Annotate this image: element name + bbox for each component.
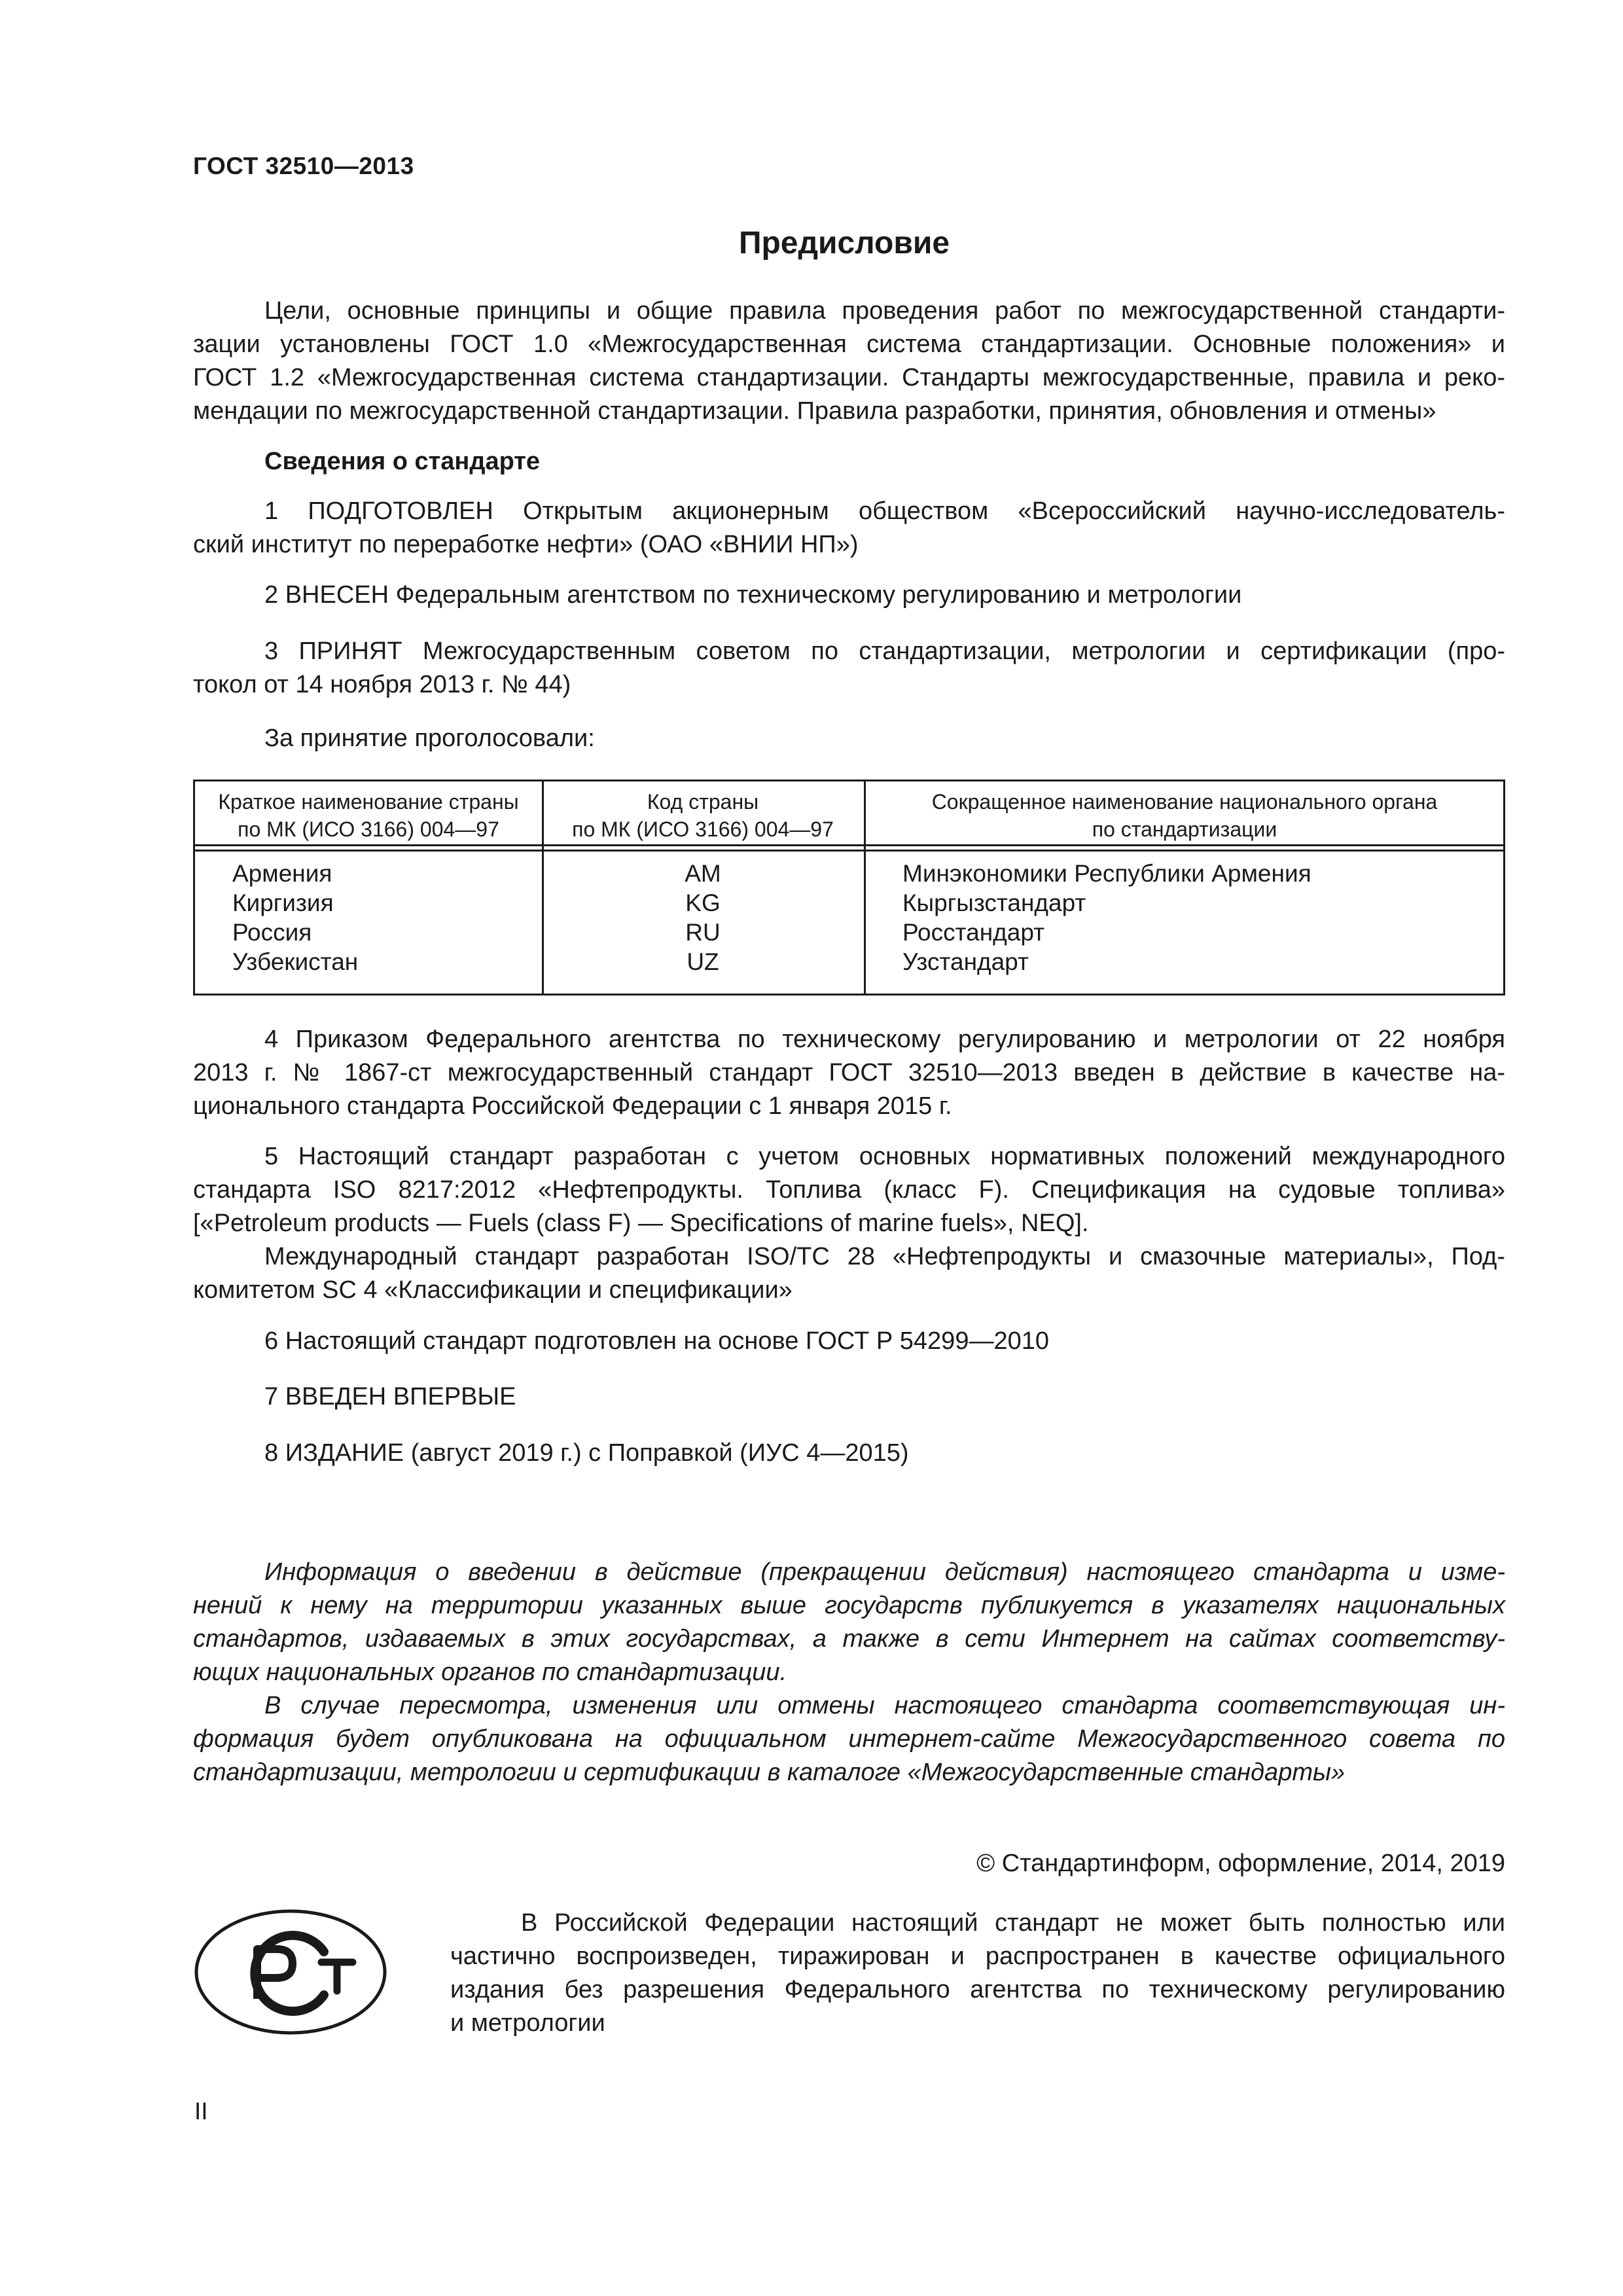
item-3 — [193, 635, 1505, 702]
info-2-line-3: стандартизации, метрологии и сертификации в каталоге «Межгосударственные стандарты» — [193, 1759, 1346, 1786]
vote-caption — [193, 722, 1505, 755]
item-1-line-2: ский институт по переработке нефти» (ОАО «ВНИИ НП») — [193, 531, 859, 558]
page-title: Предисловие — [738, 226, 950, 260]
item-5b-line-1: Международный стандарт разработан ISO/TC 28 «Нефтепродукты и смазочные материалы», Под- — [264, 1243, 1505, 1270]
voting-table — [193, 780, 1505, 996]
item-4-line-2: 2013 г. № 1867-ст межгосударственный стандарт ГОСТ 32510—2013 введен в действие в качестве на- — [193, 1059, 1505, 1086]
item-6-line-1: 6 Настоящий стандарт подготовлен на основе ГОСТ Р 54299—2010 — [264, 1327, 1049, 1355]
item-2 — [193, 579, 1505, 612]
item-7 — [193, 1380, 1505, 1414]
table-column-codes — [542, 859, 864, 977]
item-5-line-1: 5 Настоящий стандарт разработан с учетом основных нормативных положений международного — [264, 1143, 1505, 1170]
rights-line-3: издания без разрешения Федерального агентства по техническому регулированию — [450, 1976, 1505, 2003]
intro-paragraph — [193, 295, 1505, 428]
item-8-line-1: 8 ИЗДАНИЕ (август 2019 г.) с Поправкой (ИУС 4—2015) — [264, 1439, 909, 1467]
rights-notice — [450, 1907, 1505, 2040]
item-5 — [193, 1140, 1505, 1307]
page-number: II — [194, 2098, 208, 2125]
table-cell-body: Узстандарт — [902, 948, 1029, 975]
table-header-body-line-2: по стандартизации — [1092, 817, 1277, 841]
info-1-line-3: стандартов, издаваемых в этих государствах, а также в сети Интернет на сайтах соответству- — [193, 1625, 1505, 1653]
item-4-line-1: 4 Приказом Федерального агентства по техническому регулированию и метрологии от 22 ноября — [264, 1026, 1505, 1053]
table-header-code-line-2: по МК (ИСО 3166) 004—97 — [572, 817, 834, 841]
table-header-country-line-1: Краткое наименование страны — [218, 790, 519, 814]
info-1-line-1: Информация о введении в действие (прекращении действия) настоящего стандарта и изме- — [264, 1558, 1505, 1586]
vote-caption-text: За принятие проголосовали: — [264, 725, 595, 752]
info-2-line-1: В случае пересмотра, изменения или отмены настоящего стандарта соответствующая ин- — [264, 1692, 1505, 1719]
info-1-line-2: нений к нему на территории указанных выше государств публикуется в указателях национальных — [193, 1592, 1505, 1619]
item-2-line-1: 2 ВНЕСЕН Федеральным агентством по техническому регулированию и метрологии — [264, 581, 1242, 609]
rights-line-4: и метрологии — [450, 2009, 605, 2037]
item-4 — [193, 1023, 1505, 1123]
info-2-line-2: формация будет опубликована на официальном интернет-сайте Межгосударственного совета по — [193, 1725, 1505, 1753]
item-1-line-1: 1 ПОДГОТОВЛЕН Открытым акционерным обществом «Всероссийский научно-исследователь- — [264, 497, 1505, 525]
intro-line-1: Цели, основные принципы и общие правила проведения работ по межгосударственной стандарти- — [264, 297, 1505, 325]
rights-line-2: частично воспроизведен, тиражирован и распространен в качестве официального — [450, 1943, 1505, 1970]
item-3-line-1: 3 ПРИНЯТ Межгосударственным советом по стандартизации, метрологии и сертификации (про- — [264, 637, 1505, 665]
table-header-rule-1 — [195, 844, 1503, 846]
table-header-body-line-1: Сокращенное наименование национального органа — [931, 790, 1438, 814]
table-cell-body: Минэкономики Республики Армения — [902, 860, 1311, 887]
table-cell-code: AM — [685, 860, 721, 887]
table-column-bodies — [902, 859, 1311, 977]
item-6 — [193, 1325, 1505, 1358]
item-1 — [193, 495, 1505, 562]
rights-line-1: В Российской Федерации настоящий стандарт не может быть полностью или — [521, 1909, 1505, 1937]
intro-line-2: зации установлены ГОСТ 1.0 «Межгосударственная система стандартизации. Основные положения» и — [193, 331, 1505, 358]
item-4-line-3: ционального стандарта Российской Федерации с 1 января 2015 г. — [193, 1092, 952, 1120]
copyright-notice: © Стандартинформ, оформление, 2014, 2019 — [976, 1850, 1505, 1877]
item-5-line-2: стандарта ISO 8217:2012 «Нефтепродукты. Топлива (класс F). Спецификация на судовые топлива» — [193, 1176, 1505, 1204]
table-header-body — [864, 788, 1505, 843]
table-header-code — [542, 788, 864, 843]
item-8 — [193, 1437, 1505, 1470]
table-cell-code: RU — [685, 919, 721, 946]
item-3-line-2: токол от 14 ноября 2013 г. № 44) — [193, 671, 571, 698]
intro-line-3: ГОСТ 1.2 «Межгосударственная система стандартизации. Стандарты межгосударственные, правила и реко- — [193, 364, 1505, 391]
intro-line-4: мендации по межгосударственной стандартизации. Правила разработки, принятия, обновления и отмены» — [193, 397, 1436, 425]
table-cell-code: UZ — [687, 948, 719, 975]
table-cell-body: Росстандарт — [902, 919, 1045, 946]
table-header-country — [195, 788, 542, 843]
info-1-line-4: ющих национальных органов по стандартизации. — [193, 1659, 787, 1686]
table-header-country-line-2: по МК (ИСО 3166) 004—97 — [238, 817, 499, 841]
info-block — [193, 1556, 1505, 1789]
item-7-line-1: 7 ВВЕДЕН ВПЕРВЫЕ — [264, 1383, 516, 1410]
table-cell-code: KG — [685, 889, 721, 916]
table-cell-country: Узбекистан — [232, 948, 359, 975]
table-header-code-line-1: Код страны — [647, 790, 759, 814]
table-cell-body: Кыргызстандарт — [902, 889, 1086, 916]
rst-logo-icon — [193, 1907, 388, 2037]
table-header-rule-2 — [195, 850, 1503, 852]
item-5b-line-2: комитетом SC 4 «Классификации и спецификации» — [193, 1276, 793, 1304]
table-cell-country: Киргизия — [232, 889, 334, 916]
table-cell-country: Россия — [232, 919, 312, 946]
item-5-line-3: [«Petroleum products — Fuels (class F) — Specifications of marine fuels», NEQ]. — [193, 1210, 1089, 1237]
table-column-countries — [232, 859, 358, 977]
section-heading: Сведения о стандарте — [264, 448, 541, 475]
document-code: ГОСТ 32510—2013 — [193, 152, 414, 179]
table-cell-country: Армения — [232, 860, 332, 887]
